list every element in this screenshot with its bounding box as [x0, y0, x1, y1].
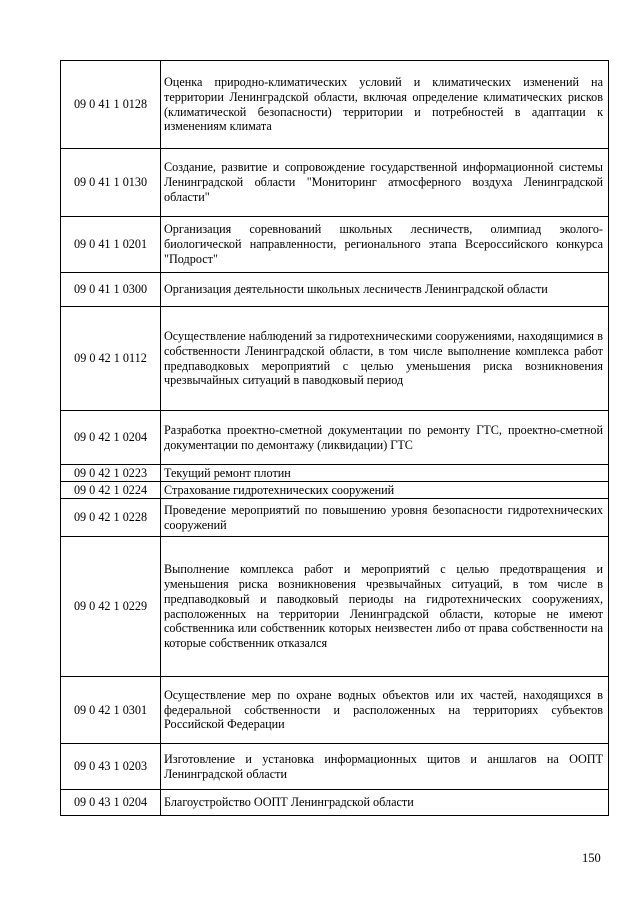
table-row [61, 149, 609, 217]
table-row [61, 273, 609, 307]
table-row [61, 61, 609, 149]
description-cell: Выполнение комплекса работ и мероприятий с целью предотвращения и уменьшения риска возникновения чрезвычайных ситуаций, в том числе в предпаводковый и паводковый периоды на гидротехнических сооружениях, расположенных на территории Ленинградской области, которые не имеют собственника или собственник которых неизвестен либо от права собственности на которые собственник отказался [161, 537, 609, 677]
description-cell: Оценка природно-климатических условий и климатических изменений на территории Ленинградской области, включая определение климатических рисков (климатической безопасности) территории и потребностей в адаптации к изменениям климата [161, 61, 609, 149]
code-cell: 09 0 41 1 0300 [61, 273, 161, 307]
code-cell: 09 0 42 1 0228 [61, 499, 161, 537]
budget-codes-table [60, 60, 609, 816]
table-row [61, 411, 609, 465]
table-row [61, 465, 609, 482]
description-cell: Создание, развитие и сопровождение государственной информационной системы Ленинградской области "Мониторинг атмосферного воздуха Ленинградской области" [161, 149, 609, 217]
table-row [61, 499, 609, 537]
table-row [61, 217, 609, 273]
code-cell: 09 0 43 1 0203 [61, 744, 161, 790]
code-cell: 09 0 41 1 0128 [61, 61, 161, 149]
code-cell: 09 0 42 1 0204 [61, 411, 161, 465]
table-row [61, 790, 609, 816]
description-cell: Разработка проектно-сметной документации по ремонту ГТС, проектно-сметной документации по демонтажу (ликвидации) ГТС [161, 411, 609, 465]
description-cell: Текущий ремонт плотин [161, 465, 609, 482]
code-cell: 09 0 41 1 0130 [61, 149, 161, 217]
code-cell: 09 0 42 1 0112 [61, 307, 161, 411]
code-cell: 09 0 42 1 0224 [61, 482, 161, 499]
description-cell: Страхование гидротехнических сооружений [161, 482, 609, 499]
description-cell: Организация деятельности школьных лесничеств Ленинградской области [161, 273, 609, 307]
code-cell: 09 0 41 1 0201 [61, 217, 161, 273]
table-row [61, 482, 609, 499]
code-cell: 09 0 43 1 0204 [61, 790, 161, 816]
description-cell: Благоустройство ООПТ Ленинградской области [161, 790, 609, 816]
code-cell: 09 0 42 1 0301 [61, 677, 161, 744]
description-cell: Осуществление наблюдений за гидротехническими сооружениями, находящимися в собственности Ленинградской области, в том числе выполнение комплекса работ предпаводковых мероприятий с целью уменьшения риска возникновения чрезвычайных ситуаций в паводковый период [161, 307, 609, 411]
code-cell: 09 0 42 1 0229 [61, 537, 161, 677]
description-cell: Организация соревнований школьных лесничеств, олимпиад эколого-биологической направленности, регионального этапа Всероссийского конкурса "Подрост" [161, 217, 609, 273]
table-row [61, 537, 609, 677]
table-row [61, 307, 609, 411]
description-cell: Изготовление и установка информационных щитов и аншлагов на ООПТ Ленинградской области [161, 744, 609, 790]
table-row [61, 677, 609, 744]
page-number: 150 [582, 851, 601, 865]
description-cell: Осуществление мер по охране водных объектов или их частей, находящихся в федеральной собственности и расположенных на территориях субъектов Российской Федерации [161, 677, 609, 744]
code-cell: 09 0 42 1 0223 [61, 465, 161, 482]
table-row [61, 744, 609, 790]
description-cell: Проведение мероприятий по повышению уровня безопасности гидротехнических сооружений [161, 499, 609, 537]
